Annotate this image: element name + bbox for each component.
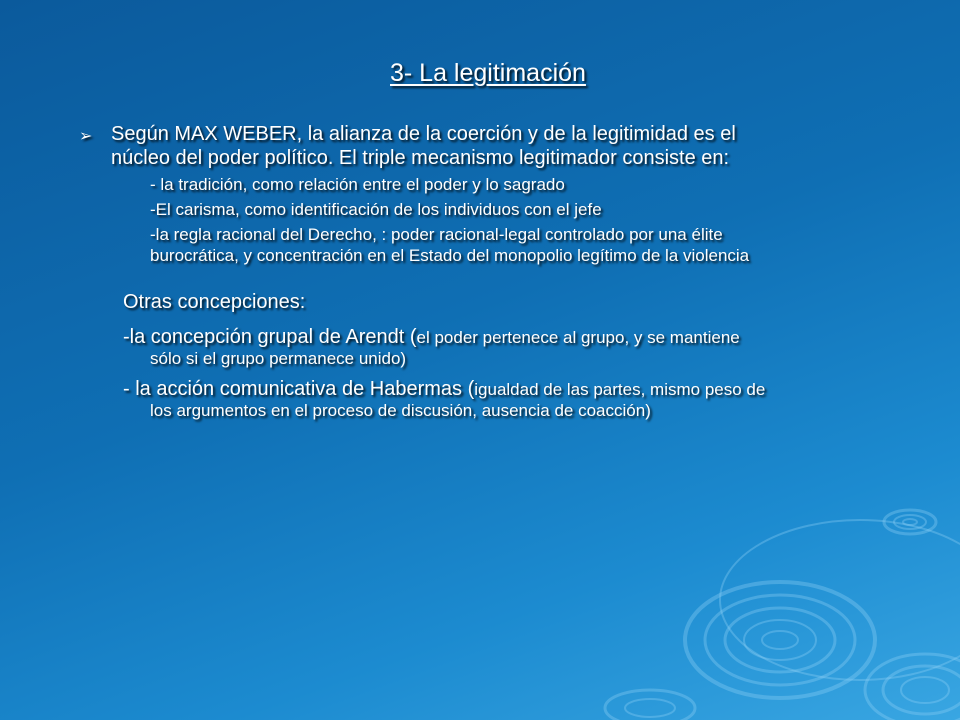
mechanism-regla-line-2: burocrática, y concentración en el Estado del monopolio legítimo de la violencia (150, 246, 750, 265)
ripple-ring (605, 690, 695, 720)
habermas-line-1 (123, 379, 765, 399)
mechanism-regla-line-1: -la regla racional del Derecho, : poder racional-legal controlado por una élite (150, 225, 723, 244)
bullet-text-line-2: núcleo del poder político. El triple mecanismo legitimador consiste en: (111, 147, 730, 169)
otras-heading: Otras concepciones: (123, 291, 306, 313)
ripple-ring (625, 699, 675, 717)
ripple-ring (762, 631, 798, 649)
habermas-description: igualdad de las partes, mismo peso de (474, 380, 766, 399)
bullet-text-line-1: Según MAX WEBER, la alianza de la coerción y de la legitimidad es el (111, 123, 736, 145)
arendt-line-1 (123, 327, 740, 347)
mechanism-tradicion: - la tradición, como relación entre el poder y lo sagrado (150, 175, 565, 194)
ripple-ring (901, 677, 949, 703)
arendt-line-2: sólo si el grupo permanece unido) (150, 349, 407, 368)
ripple-ring (894, 515, 926, 529)
ripple-ring (744, 620, 816, 660)
arendt-description: el poder pertenece al grupo, y se mantiene (416, 328, 740, 347)
ripple-ring (725, 608, 835, 672)
bullet-arrow-icon: ➢ (79, 128, 93, 145)
arendt-lead: -la concepción grupal de Arendt ( (123, 326, 417, 348)
habermas-lead: - la acción comunicativa de Habermas ( (123, 378, 475, 400)
habermas-line-2: los argumentos en el proceso de discusión, ausencia de coacción) (150, 401, 651, 420)
slide-title: 3- La legitimación (390, 59, 586, 87)
mechanism-carisma: -El carisma, como identificación de los individuos con el jefe (150, 200, 602, 219)
